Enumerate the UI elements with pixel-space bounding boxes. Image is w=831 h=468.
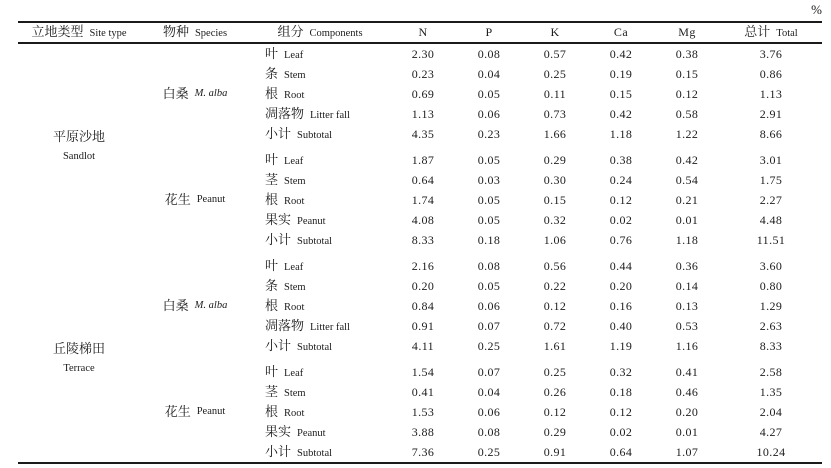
value-cell-ca: 0.15 bbox=[609, 87, 633, 101]
value-cell-mg: 1.16 bbox=[675, 339, 699, 353]
component-en: Subtotal bbox=[297, 130, 333, 141]
component-en: Leaf bbox=[284, 368, 304, 379]
component-cell bbox=[250, 382, 390, 402]
nutrient-content-table bbox=[18, 21, 822, 464]
value-cell-total: 8.33 bbox=[759, 339, 783, 353]
value-cell-total: 2.58 bbox=[759, 365, 783, 379]
component-en: Leaf bbox=[284, 262, 304, 273]
value-cell-mg: 0.13 bbox=[675, 299, 699, 313]
value-cell-k: 1.66 bbox=[543, 127, 567, 141]
species-name-zh: 白桑 bbox=[162, 298, 189, 313]
component-cell bbox=[250, 316, 390, 336]
value-cell-total: 4.48 bbox=[759, 213, 783, 227]
value-cell-n: 0.91 bbox=[411, 319, 435, 333]
value-cell-mg: 0.53 bbox=[675, 319, 699, 333]
value-cell-k: 0.25 bbox=[543, 67, 567, 81]
component-en: Stem bbox=[284, 176, 306, 187]
header-species bbox=[140, 22, 250, 43]
species-name-zh: 花生 bbox=[164, 404, 191, 419]
value-cell-n: 0.41 bbox=[411, 385, 435, 399]
value-cell-p: 0.07 bbox=[477, 365, 501, 379]
value-cell-n: 2.16 bbox=[411, 259, 435, 273]
table-row bbox=[250, 276, 822, 296]
value-cell-p: 0.08 bbox=[477, 259, 501, 273]
component-en: Root bbox=[284, 196, 305, 207]
component-en: Peanut bbox=[297, 428, 326, 439]
table-row bbox=[250, 296, 822, 316]
value-cell-p: 0.05 bbox=[477, 213, 501, 227]
value-cell-mg: 1.18 bbox=[675, 233, 699, 247]
component-zh: 茎 bbox=[265, 172, 279, 187]
value-cell-mg: 0.46 bbox=[675, 385, 699, 399]
value-cell-mg: 0.14 bbox=[675, 279, 699, 293]
component-en: Leaf bbox=[284, 50, 304, 61]
value-cell-mg: 0.01 bbox=[675, 213, 699, 227]
value-cell-n: 0.69 bbox=[411, 87, 435, 101]
component-en: Root bbox=[284, 408, 305, 419]
site-group bbox=[18, 44, 822, 250]
component-en: Peanut bbox=[297, 216, 326, 227]
table-row bbox=[250, 402, 822, 422]
species-cell bbox=[140, 150, 250, 250]
value-cell-mg: 0.01 bbox=[675, 425, 699, 439]
component-cell bbox=[250, 362, 390, 382]
species-group bbox=[140, 44, 822, 144]
unit-label: % bbox=[811, 2, 822, 17]
species-rows bbox=[250, 150, 822, 250]
value-cell-k: 1.06 bbox=[543, 233, 567, 247]
value-cell-total: 3.01 bbox=[759, 153, 783, 167]
table-row bbox=[250, 256, 822, 276]
component-zh: 叶 bbox=[265, 364, 279, 379]
species-group bbox=[140, 150, 822, 250]
species-cell bbox=[140, 44, 250, 144]
value-cell-mg: 0.21 bbox=[675, 193, 699, 207]
component-zh: 小计 bbox=[265, 338, 292, 353]
component-en: Stem bbox=[284, 282, 306, 293]
table-row bbox=[250, 44, 822, 64]
value-cell-k: 0.72 bbox=[543, 319, 567, 333]
site-group bbox=[18, 256, 822, 462]
component-zh: 根 bbox=[265, 86, 279, 101]
table-row bbox=[250, 382, 822, 402]
component-zh: 果实 bbox=[265, 424, 292, 439]
table-row bbox=[250, 170, 822, 190]
value-cell-k: 0.29 bbox=[543, 153, 567, 167]
value-cell-n: 7.36 bbox=[411, 445, 435, 459]
component-en: Stem bbox=[284, 388, 306, 399]
value-cell-ca: 0.02 bbox=[609, 425, 633, 439]
value-cell-k: 0.12 bbox=[543, 299, 567, 313]
value-cell-k: 0.32 bbox=[543, 213, 567, 227]
component-en: Subtotal bbox=[297, 236, 333, 247]
value-cell-total: 3.76 bbox=[759, 47, 783, 61]
header-mg: Mg bbox=[678, 25, 696, 39]
value-cell-total: 2.27 bbox=[759, 193, 783, 207]
value-cell-k: 0.26 bbox=[543, 385, 567, 399]
value-cell-mg: 0.20 bbox=[675, 405, 699, 419]
site-type-cell bbox=[18, 44, 140, 250]
component-en: Stem bbox=[284, 70, 306, 81]
component-zh: 果实 bbox=[265, 212, 292, 227]
value-cell-ca: 0.76 bbox=[609, 233, 633, 247]
component-en: Subtotal bbox=[297, 448, 333, 459]
value-cell-p: 0.07 bbox=[477, 319, 501, 333]
component-zh: 茎 bbox=[265, 384, 279, 399]
species-name-zh: 花生 bbox=[164, 192, 191, 207]
value-cell-total: 3.60 bbox=[759, 259, 783, 273]
value-cell-p: 0.25 bbox=[477, 445, 501, 459]
value-cell-k: 0.12 bbox=[543, 405, 567, 419]
species-cell bbox=[140, 256, 250, 356]
component-cell bbox=[250, 256, 390, 276]
table-row bbox=[250, 336, 822, 356]
value-cell-k: 0.22 bbox=[543, 279, 567, 293]
component-cell bbox=[250, 170, 390, 190]
value-cell-ca: 0.42 bbox=[609, 107, 633, 121]
value-cell-p: 0.06 bbox=[477, 107, 501, 121]
value-cell-p: 0.25 bbox=[477, 339, 501, 353]
header-components-en: Components bbox=[309, 28, 363, 39]
header-total-en: Total bbox=[776, 28, 798, 39]
table-row bbox=[250, 442, 822, 462]
value-cell-mg: 0.36 bbox=[675, 259, 699, 273]
value-cell-p: 0.08 bbox=[477, 425, 501, 439]
value-cell-k: 0.15 bbox=[543, 193, 567, 207]
value-cell-total: 1.75 bbox=[759, 173, 783, 187]
component-zh: 叶 bbox=[265, 152, 279, 167]
site-name-zh: 平原沙地 bbox=[52, 129, 105, 144]
species-rows bbox=[250, 256, 822, 356]
value-cell-n: 1.74 bbox=[411, 193, 435, 207]
value-cell-ca: 0.02 bbox=[609, 213, 633, 227]
header-site-type bbox=[18, 22, 140, 43]
component-zh: 根 bbox=[265, 192, 279, 207]
value-cell-ca: 0.38 bbox=[609, 153, 633, 167]
table-row bbox=[250, 230, 822, 250]
component-cell bbox=[250, 84, 390, 104]
value-cell-p: 0.05 bbox=[477, 279, 501, 293]
value-cell-k: 0.57 bbox=[543, 47, 567, 61]
species-group bbox=[140, 256, 822, 356]
value-cell-p: 0.04 bbox=[477, 385, 501, 399]
value-cell-n: 1.13 bbox=[411, 107, 435, 121]
value-cell-k: 0.56 bbox=[543, 259, 567, 273]
value-cell-n: 3.88 bbox=[411, 425, 435, 439]
value-cell-p: 0.23 bbox=[477, 127, 501, 141]
value-cell-p: 0.05 bbox=[477, 153, 501, 167]
site-content bbox=[140, 44, 822, 250]
site-name-en: Terrace bbox=[63, 363, 95, 374]
site-content bbox=[140, 256, 822, 462]
value-cell-p: 0.05 bbox=[477, 87, 501, 101]
value-cell-ca: 1.18 bbox=[609, 127, 633, 141]
header-site-type-zh: 立地类型 bbox=[31, 24, 84, 39]
value-cell-p: 0.06 bbox=[477, 299, 501, 313]
component-en: Litter fall bbox=[310, 322, 350, 333]
species-name-en: M. alba bbox=[194, 300, 228, 311]
header-ca: Ca bbox=[613, 25, 629, 39]
component-cell bbox=[250, 190, 390, 210]
header-total bbox=[720, 22, 822, 43]
component-zh: 叶 bbox=[265, 258, 279, 273]
value-cell-n: 0.20 bbox=[411, 279, 435, 293]
component-zh: 条 bbox=[265, 278, 279, 293]
value-cell-total: 1.35 bbox=[759, 385, 783, 399]
table-row bbox=[250, 84, 822, 104]
table-row bbox=[250, 64, 822, 84]
value-cell-mg: 0.15 bbox=[675, 67, 699, 81]
value-cell-n: 0.64 bbox=[411, 173, 435, 187]
species-rows bbox=[250, 44, 822, 144]
component-cell bbox=[250, 230, 390, 250]
component-en: Subtotal bbox=[297, 342, 333, 353]
component-cell bbox=[250, 44, 390, 64]
component-cell bbox=[250, 276, 390, 296]
value-cell-ca: 0.18 bbox=[609, 385, 633, 399]
value-cell-mg: 1.22 bbox=[675, 127, 699, 141]
value-cell-total: 8.66 bbox=[759, 127, 783, 141]
value-cell-n: 1.54 bbox=[411, 365, 435, 379]
value-cell-total: 2.91 bbox=[759, 107, 783, 121]
header-species-zh: 物种 bbox=[162, 24, 189, 39]
value-cell-n: 1.53 bbox=[411, 405, 435, 419]
value-cell-n: 1.87 bbox=[411, 153, 435, 167]
component-en: Root bbox=[284, 90, 305, 101]
species-name-en: Peanut bbox=[196, 194, 226, 205]
value-cell-p: 0.04 bbox=[477, 67, 501, 81]
value-cell-n: 4.11 bbox=[411, 339, 435, 353]
component-cell bbox=[250, 64, 390, 84]
component-zh: 凋落物 bbox=[265, 318, 305, 333]
component-zh: 根 bbox=[265, 404, 279, 419]
value-cell-ca: 0.42 bbox=[609, 47, 633, 61]
species-name-zh: 白桑 bbox=[162, 86, 189, 101]
site-type-cell bbox=[18, 256, 140, 462]
value-cell-n: 0.23 bbox=[411, 67, 435, 81]
value-cell-p: 0.05 bbox=[477, 193, 501, 207]
component-zh: 根 bbox=[265, 298, 279, 313]
value-cell-p: 0.06 bbox=[477, 405, 501, 419]
header-components-zh: 组分 bbox=[277, 24, 304, 39]
header-total-zh: 总计 bbox=[744, 24, 771, 39]
component-zh: 叶 bbox=[265, 46, 279, 61]
table-row bbox=[250, 104, 822, 124]
value-cell-ca: 0.12 bbox=[609, 405, 633, 419]
table-row bbox=[250, 190, 822, 210]
value-cell-total: 0.86 bbox=[759, 67, 783, 81]
value-cell-p: 0.03 bbox=[477, 173, 501, 187]
header-components bbox=[250, 22, 390, 43]
header-site-type-en: Site type bbox=[89, 28, 127, 39]
component-zh: 小计 bbox=[265, 232, 292, 247]
value-cell-mg: 0.54 bbox=[675, 173, 699, 187]
table-row bbox=[250, 210, 822, 230]
value-cell-n: 4.08 bbox=[411, 213, 435, 227]
value-cell-k: 0.11 bbox=[543, 87, 567, 101]
value-cell-total: 0.80 bbox=[759, 279, 783, 293]
value-cell-ca: 0.16 bbox=[609, 299, 633, 313]
value-cell-p: 0.18 bbox=[477, 233, 501, 247]
value-cell-total: 4.27 bbox=[759, 425, 783, 439]
value-cell-k: 0.30 bbox=[543, 173, 567, 187]
component-cell bbox=[250, 422, 390, 442]
value-cell-mg: 0.41 bbox=[675, 365, 699, 379]
component-zh: 凋落物 bbox=[265, 106, 305, 121]
value-cell-mg: 0.38 bbox=[675, 47, 699, 61]
header-species-en: Species bbox=[194, 28, 228, 39]
species-group bbox=[140, 362, 822, 462]
value-cell-ca: 0.12 bbox=[609, 193, 633, 207]
value-cell-n: 4.35 bbox=[411, 127, 435, 141]
table-row bbox=[250, 316, 822, 336]
species-name-en: Peanut bbox=[196, 406, 226, 417]
component-en: Litter fall bbox=[310, 110, 350, 121]
component-cell bbox=[250, 442, 390, 462]
table-header-row bbox=[18, 23, 822, 44]
value-cell-ca: 0.32 bbox=[609, 365, 633, 379]
component-en: Root bbox=[284, 302, 305, 313]
value-cell-ca: 0.19 bbox=[609, 67, 633, 81]
component-cell bbox=[250, 402, 390, 422]
value-cell-k: 0.29 bbox=[543, 425, 567, 439]
value-cell-ca: 0.20 bbox=[609, 279, 633, 293]
component-en: Leaf bbox=[284, 156, 304, 167]
value-cell-mg: 1.07 bbox=[675, 445, 699, 459]
value-cell-mg: 0.58 bbox=[675, 107, 699, 121]
species-rows bbox=[250, 362, 822, 462]
value-cell-k: 0.25 bbox=[543, 365, 567, 379]
value-cell-ca: 0.64 bbox=[609, 445, 633, 459]
value-cell-mg: 0.42 bbox=[675, 153, 699, 167]
value-cell-ca: 0.40 bbox=[609, 319, 633, 333]
value-cell-total: 10.24 bbox=[756, 445, 786, 459]
component-zh: 小计 bbox=[265, 444, 292, 459]
site-name-en: Sandlot bbox=[62, 151, 96, 162]
component-cell bbox=[250, 124, 390, 144]
value-cell-p: 0.08 bbox=[477, 47, 501, 61]
component-zh: 小计 bbox=[265, 126, 292, 141]
table-row bbox=[250, 150, 822, 170]
value-cell-ca: 1.19 bbox=[609, 339, 633, 353]
component-cell bbox=[250, 150, 390, 170]
component-cell bbox=[250, 210, 390, 230]
component-cell bbox=[250, 104, 390, 124]
header-n: N bbox=[418, 25, 428, 39]
value-cell-ca: 0.44 bbox=[609, 259, 633, 273]
component-cell bbox=[250, 336, 390, 356]
value-cell-total: 2.04 bbox=[759, 405, 783, 419]
header-p: P bbox=[485, 25, 493, 39]
component-cell bbox=[250, 296, 390, 316]
species-cell bbox=[140, 362, 250, 462]
header-k: K bbox=[550, 25, 560, 39]
value-cell-k: 0.91 bbox=[543, 445, 567, 459]
value-cell-k: 0.73 bbox=[543, 107, 567, 121]
site-name-zh: 丘陵梯田 bbox=[52, 341, 105, 356]
table-body bbox=[18, 44, 822, 464]
component-zh: 条 bbox=[265, 66, 279, 81]
value-cell-n: 8.33 bbox=[411, 233, 435, 247]
species-name-en: M. alba bbox=[194, 88, 228, 99]
value-cell-total: 2.63 bbox=[759, 319, 783, 333]
table-row bbox=[250, 362, 822, 382]
value-cell-ca: 0.24 bbox=[609, 173, 633, 187]
value-cell-total: 1.13 bbox=[759, 87, 783, 101]
table-row bbox=[250, 124, 822, 144]
table-row bbox=[250, 422, 822, 442]
value-cell-total: 1.29 bbox=[759, 299, 783, 313]
value-cell-total: 11.51 bbox=[756, 233, 786, 247]
value-cell-k: 1.61 bbox=[543, 339, 567, 353]
value-cell-n: 2.30 bbox=[411, 47, 435, 61]
value-cell-mg: 0.12 bbox=[675, 87, 699, 101]
value-cell-n: 0.84 bbox=[411, 299, 435, 313]
